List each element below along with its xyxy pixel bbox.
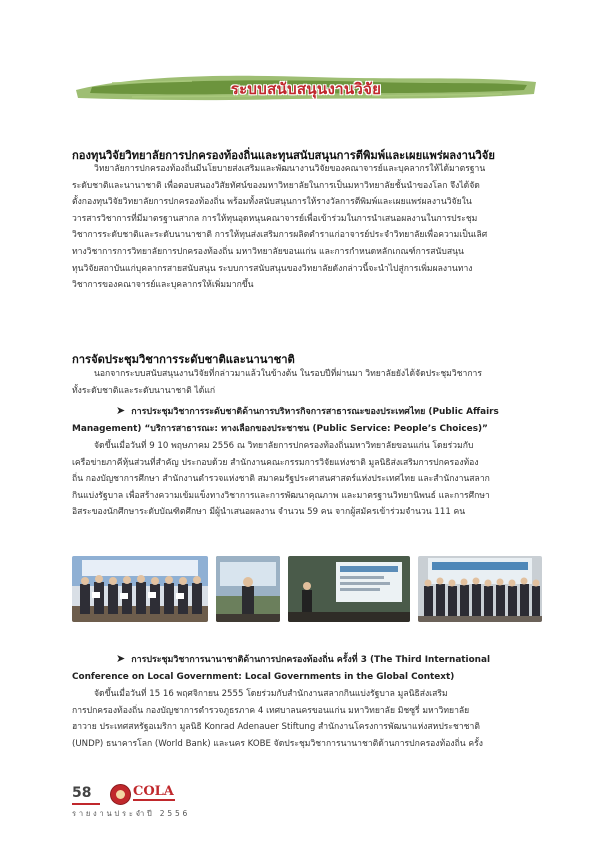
bullet1-body: [72, 438, 542, 521]
page-number: 58: [72, 785, 92, 801]
section1-heading: กองทุนวิจัยวิทยาลัยการปกครองท้องถิ่นและทุนสนับสนุนการตีพิมพ์และเผยแพร่ผลงานวิจัย: [72, 149, 495, 162]
text-line: การปกครองท้องถิ่น กองบัญชาการตำรวจภูธรภาค 4 เทศบาลนครขอนแก่น มหาวิทยาลัย มิชซูรี่ มหาวิทยาลัย: [72, 705, 470, 716]
page-number-underline: [72, 803, 100, 805]
section2-heading: การจัดประชุมวิชาการระดับชาติและนานาชาติ: [72, 353, 295, 366]
text-line: ตั้งกองทุนวิจัยวิทยาลัยการปกครองท้องถิ่น พร้อมทั้งสนับสนุนการให้รางวัลการตีพิมพ์และเผยแพร่ผลงานวิจัยใน: [72, 197, 472, 208]
text-line: วิทยาลัยการปกครองท้องถิ่นมีนโยบายส่งเสริมและพัฒนางานวิจัยของคณาจารย์และบุคลากรให้ได้มาตรฐาน: [94, 164, 486, 174]
text-line: วิชาการของคณาจารย์และบุคลากรให้เพิ่มมากขึ้น: [72, 280, 254, 291]
photo-strip: [72, 556, 542, 622]
annual-report-label: รายงานประจำปี 2556: [72, 809, 191, 818]
photo-group-international: [418, 556, 542, 622]
text-line: วิชาการระดับชาติและระดับนานาชาติ การให้ทุนส่งเสริมการผลิตตำราแก่อาจารย์ประจำวิทยาลัยเพื่อความเป็นเลิศ: [72, 230, 488, 241]
arrow-bullet-icon: ➤: [116, 652, 126, 665]
text-line: จัดขึ้นเมื่อวันที่ 15 16 พฤศจิกายน 2555 โดยร่วมกับสำนักงานสลากกินแบ่งรัฐบาล มูลนิธิส่งเสริม: [94, 689, 448, 699]
text-line: ทั้งระดับชาติและระดับนานาชาติ ได้แก่: [72, 385, 216, 396]
photo-presentation: [288, 556, 410, 622]
text-line: จัดขึ้นเมื่อวันที่ 9 10 พฤษภาคม 2556 ณ วิทยาลัยการปกครองท้องถิ่นมหาวิทยาลัยขอนแก่น โดยร่วมกับ: [94, 441, 474, 451]
text-line: นอกจากระบบสนับสนุนงานวิจัยที่กล่าวมาแล้วในข้างต้น ในรอบปีที่ผ่านมา วิทยาลัยยังได้จัดประชุมวิชาการ: [94, 369, 482, 379]
cola-logo: COLA: [133, 784, 174, 799]
text-line: เครือข่ายภาคีหุ้นส่วนที่สำคัญ ประกอบด้วย สำนักงานคณะกรรมการวิจัยแห่งชาติ มูลนิธิส่งเสริมการปกครองท้อง: [72, 457, 479, 468]
section-banner: [72, 70, 540, 104]
bullet-national-conference: [72, 402, 542, 438]
text-line: ทุนวิจัยสถาบันแก่บุคลากรสายสนับสนุน ระบบการสนับสนุนของวิทยาลัยดังกล่าวนี้จะนำไปสู่การเพิ่มผลงานทาง: [72, 263, 473, 274]
bullet2-body: [72, 686, 542, 752]
arrow-bullet-icon: ➤: [116, 404, 126, 417]
section1-paragraph: [72, 161, 542, 294]
text-line: อิสระของนักศึกษาระดับบัณฑิตศึกษา มีผู้นำเสนอผลงาน จำนวน 59 คน จากผู้สมัครเข้าร่วมจำนวน 111 คน: [72, 507, 466, 518]
text-line: กินแบ่งรัฐบาล เพื่อสร้างความเข้มแข็งทางวิชาการและการพัฒนาคุณภาพ และมาตรฐานวิทยานิพนธ์ และการศึกษา: [72, 490, 490, 501]
text-line: (UNDP) ธนาคารโลก (World Bank) และนคร KOBE จัดประชุมวิชาการนานาชาติด้านการปกครองท้องถิ่น ครั้ง: [72, 738, 483, 749]
logo-underline: [133, 799, 175, 801]
photo-group-award: [72, 556, 208, 622]
photo-speaker: [216, 556, 280, 622]
text-line: วารสารวิชาการที่มีมาตรฐานสากล การให้ทุนอุดหนุนคณาจารย์เพื่อเข้าร่วมในการนำเสนอผลงานในการประชุม: [72, 213, 478, 224]
section2-intro: [72, 366, 542, 399]
bullet-international-conference: [72, 650, 542, 686]
text-line: ทางวิชาการการวิทยาลัยการปกครองท้องถิ่น มหาวิทยาลัยขอนแก่น และการกำหนดหลักเกณฑ์การสนับสนุน: [72, 246, 464, 257]
bullet-line: ➤ การประชุมวิชาการนานาชาติด้านการปกครองท้องถิ่น ครั้งที่ 3 (The Third International: [116, 652, 491, 665]
text-line: ถิ่น กองบัญชาการศึกษา สำนักงานตำรวจแห่งชาติ สมาคมรัฐประศาสนศาสตร์แห่งประเทศไทย และสำนักงานสลาก: [72, 474, 490, 485]
banner-title: ระบบสนับสนุนงานวิจัย: [230, 80, 382, 98]
university-seal-icon: [110, 784, 131, 805]
text-line: ระดับชาติและนานาชาติ เพื่อตอบสนองวิสัยทัศน์ของมหาวิทยาลัยในการเป็นมหาวิทยาลัยชั้นนำของโลก จึงได้จัด: [72, 180, 480, 191]
bullet-line: Conference on Local Government: Local Governments in the Global Context): [72, 672, 455, 682]
bullet-line: Management) “บริการสาธารณะ: ทางเลือกของประชาชน (Public Service: People’s Choices)”: [72, 424, 488, 434]
bullet-line: ➤ การประชุมวิชาการระดับชาติด้านการบริหารกิจการสาธารณะของประเทศไทย (Public Affairs: [116, 404, 499, 417]
text-line: ฮาวาย ประเทศสหรัฐอเมริกา มูลนิธิ Konrad Adenauer Stiftung สำนักงานโครงการพัฒนาแห่งสหประชาชาติ: [72, 722, 480, 733]
